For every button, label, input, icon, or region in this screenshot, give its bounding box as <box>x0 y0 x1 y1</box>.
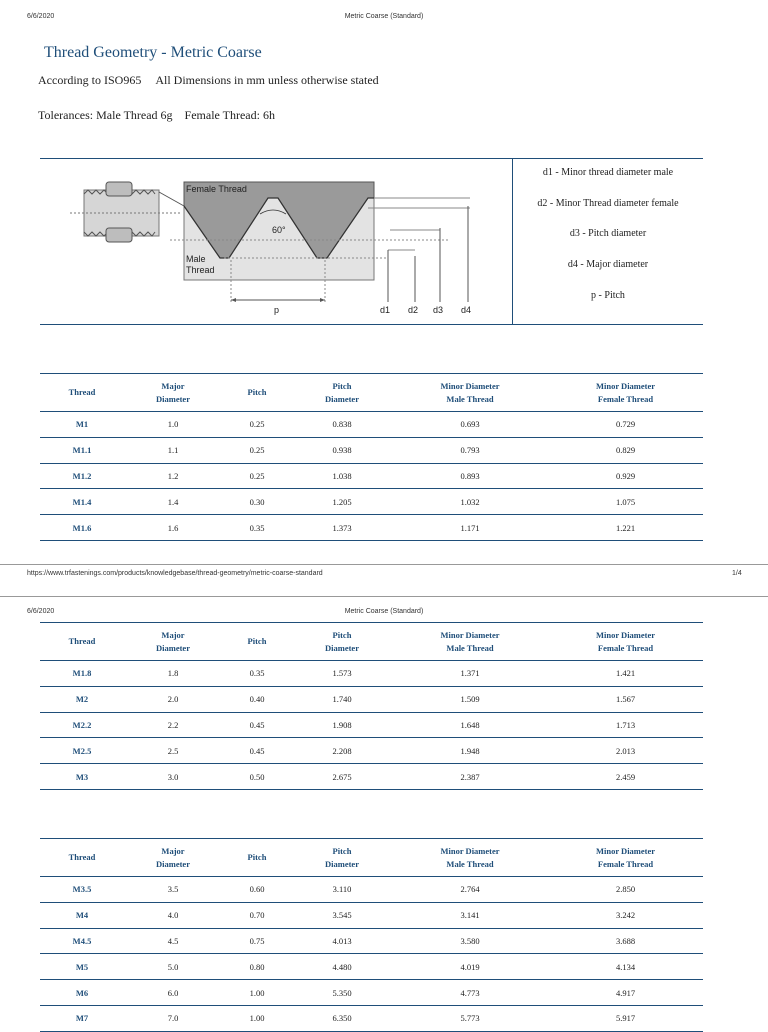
table-row <box>40 877 703 903</box>
value-cell: 0.35 <box>222 515 292 541</box>
value-cell: 3.580 <box>392 928 548 954</box>
thread-diagram <box>70 170 510 320</box>
value-cell: 4.0 <box>124 902 222 928</box>
table-row <box>40 661 703 687</box>
legend-d1: d1 - Minor thread diameter male <box>542 167 674 178</box>
value-cell: 4.019 <box>392 954 548 980</box>
value-cell: 3.0 <box>124 764 222 790</box>
value-cell: 1.032 <box>392 489 548 515</box>
angle-label: 60° <box>272 225 286 235</box>
col-minor-female: Minor Diameter Female Thread <box>548 374 703 412</box>
table-row <box>40 437 703 463</box>
value-cell: 1.171 <box>392 515 548 541</box>
thread-size-cell: M4 <box>40 902 124 928</box>
value-cell: 2.764 <box>392 877 548 903</box>
value-cell: 0.25 <box>222 463 292 489</box>
value-cell: 0.838 <box>292 412 392 438</box>
table-row <box>40 489 703 515</box>
value-cell: 1.908 <box>292 712 392 738</box>
value-cell: 1.648 <box>392 712 548 738</box>
value-cell: 0.80 <box>222 954 292 980</box>
legend-d2: d2 - Minor Thread diameter female <box>537 198 679 209</box>
value-cell: 3.242 <box>548 902 703 928</box>
male-thread-label-1: Male <box>186 254 206 264</box>
thread-size-cell: M1.4 <box>40 489 124 515</box>
value-cell: 2.459 <box>548 764 703 790</box>
value-cell: 0.893 <box>392 463 548 489</box>
col-major-diameter: Major Diameter <box>124 623 222 661</box>
tolerances-text: Tolerances: Male Thread 6g Female Thread: 6h <box>38 108 275 122</box>
value-cell: 1.205 <box>292 489 392 515</box>
value-cell: 5.917 <box>548 1005 703 1031</box>
page-break-line <box>0 596 768 597</box>
thread-size-cell: M1.1 <box>40 437 124 463</box>
value-cell: 0.729 <box>548 412 703 438</box>
page-break-line <box>0 564 768 565</box>
col-minor-male: Minor Diameter Male Thread <box>392 374 548 412</box>
value-cell: 3.110 <box>292 877 392 903</box>
table-row <box>40 902 703 928</box>
page-title: Thread Geometry - Metric Coarse <box>44 44 262 61</box>
col-minor-female: Minor Diameter Female Thread <box>548 839 703 877</box>
female-thread-label: Female Thread <box>186 184 247 194</box>
value-cell: 0.70 <box>222 902 292 928</box>
print-date: 6/6/2020 <box>27 13 55 20</box>
value-cell: 4.480 <box>292 954 392 980</box>
value-cell: 1.2 <box>124 463 222 489</box>
col-major-diameter: Major Diameter <box>124 374 222 412</box>
value-cell: 0.45 <box>222 712 292 738</box>
value-cell: 0.60 <box>222 877 292 903</box>
thread-table-2 <box>40 622 703 790</box>
value-cell: 0.693 <box>392 412 548 438</box>
col-thread: Thread <box>40 623 124 661</box>
thread-size-cell: M5 <box>40 954 124 980</box>
table-row <box>40 1005 703 1031</box>
thread-size-cell: M3 <box>40 764 124 790</box>
value-cell: 6.350 <box>292 1005 392 1031</box>
value-cell: 3.141 <box>392 902 548 928</box>
legend-d3: d3 - Pitch diameter <box>569 228 647 239</box>
d2-label: d2 <box>408 305 419 315</box>
value-cell: 0.793 <box>392 437 548 463</box>
table-header-row <box>40 839 703 877</box>
col-pitch: Pitch <box>222 839 292 877</box>
col-thread: Thread <box>40 374 124 412</box>
value-cell: 6.0 <box>124 980 222 1006</box>
thread-size-cell: M4.5 <box>40 928 124 954</box>
value-cell: 1.038 <box>292 463 392 489</box>
value-cell: 0.35 <box>222 661 292 687</box>
value-cell: 1.8 <box>124 661 222 687</box>
table-row <box>40 412 703 438</box>
table-row <box>40 928 703 954</box>
col-pitch-diameter: Pitch Diameter <box>292 623 392 661</box>
print-date: 6/6/2020 <box>27 608 55 615</box>
standard-line <box>38 73 379 88</box>
value-cell: 5.0 <box>124 954 222 980</box>
table-header-row <box>40 374 703 412</box>
value-cell: 2.013 <box>548 738 703 764</box>
thread-size-cell: M7 <box>40 1005 124 1031</box>
value-cell: 2.675 <box>292 764 392 790</box>
value-cell: 2.5 <box>124 738 222 764</box>
d4-label: d4 <box>461 305 472 315</box>
value-cell: 3.545 <box>292 902 392 928</box>
male-thread-label-2: Thread <box>186 265 215 275</box>
print-title: Metric Coarse (Standard) <box>344 13 424 20</box>
value-cell: 1.567 <box>548 686 703 712</box>
value-cell: 0.50 <box>222 764 292 790</box>
value-cell: 1.075 <box>548 489 703 515</box>
value-cell: 0.25 <box>222 437 292 463</box>
value-cell: 1.6 <box>124 515 222 541</box>
value-cell: 1.573 <box>292 661 392 687</box>
diagram-bottom-rule <box>40 324 703 325</box>
value-cell: 0.40 <box>222 686 292 712</box>
thread-size-cell: M1.2 <box>40 463 124 489</box>
col-minor-female: Minor Diameter Female Thread <box>548 623 703 661</box>
thread-size-cell: M1 <box>40 412 124 438</box>
value-cell: 2.208 <box>292 738 392 764</box>
col-major-diameter: Major Diameter <box>124 839 222 877</box>
value-cell: 2.2 <box>124 712 222 738</box>
value-cell: 2.387 <box>392 764 548 790</box>
value-cell: 0.929 <box>548 463 703 489</box>
footer-url: https://www.trfastenings.com/products/knowledgebase/thread-geometry/metric-coarse-standard <box>27 570 323 577</box>
page-number: 1/4 <box>732 570 742 577</box>
table-row <box>40 463 703 489</box>
value-cell: 0.938 <box>292 437 392 463</box>
table-header-row <box>40 623 703 661</box>
value-cell: 1.00 <box>222 1005 292 1031</box>
table-row <box>40 954 703 980</box>
value-cell: 1.1 <box>124 437 222 463</box>
value-cell: 1.948 <box>392 738 548 764</box>
value-cell: 4.5 <box>124 928 222 954</box>
thread-table-3 <box>40 838 703 1032</box>
d1-label: d1 <box>380 305 391 315</box>
value-cell: 1.373 <box>292 515 392 541</box>
col-thread: Thread <box>40 839 124 877</box>
table-row <box>40 712 703 738</box>
value-cell: 1.221 <box>548 515 703 541</box>
col-pitch: Pitch <box>222 623 292 661</box>
thread-size-cell: M1.6 <box>40 515 124 541</box>
value-cell: 1.740 <box>292 686 392 712</box>
d3-label: d3 <box>433 305 444 315</box>
table-row <box>40 764 703 790</box>
value-cell: 0.30 <box>222 489 292 515</box>
value-cell: 1.421 <box>548 661 703 687</box>
thread-size-cell: M2.2 <box>40 712 124 738</box>
thread-table-1 <box>40 373 703 541</box>
value-cell: 3.688 <box>548 928 703 954</box>
value-cell: 0.75 <box>222 928 292 954</box>
thread-size-cell: M1.8 <box>40 661 124 687</box>
table-row <box>40 738 703 764</box>
thread-size-cell: M2 <box>40 686 124 712</box>
col-pitch: Pitch <box>222 374 292 412</box>
value-cell: 4.134 <box>548 954 703 980</box>
pitch-label: p <box>274 305 280 315</box>
col-minor-male: Minor Diameter Male Thread <box>392 623 548 661</box>
dimension-legend <box>512 158 703 324</box>
value-cell: 1.509 <box>392 686 548 712</box>
table-row <box>40 686 703 712</box>
table-row <box>40 515 703 541</box>
value-cell: 1.00 <box>222 980 292 1006</box>
thread-size-cell: M3.5 <box>40 877 124 903</box>
value-cell: 7.0 <box>124 1005 222 1031</box>
legend-p: p - Pitch <box>591 290 625 301</box>
legend-d4: d4 - Major diameter <box>567 259 649 270</box>
value-cell: 4.013 <box>292 928 392 954</box>
value-cell: 2.0 <box>124 686 222 712</box>
value-cell: 1.4 <box>124 489 222 515</box>
value-cell: 2.850 <box>548 877 703 903</box>
bolt-icon <box>70 182 180 242</box>
value-cell: 0.45 <box>222 738 292 764</box>
value-cell: 1.713 <box>548 712 703 738</box>
value-cell: 4.773 <box>392 980 548 1006</box>
dimensions-text: All Dimensions in mm unless otherwise stated <box>155 73 379 87</box>
value-cell: 4.917 <box>548 980 703 1006</box>
col-pitch-diameter: Pitch Diameter <box>292 839 392 877</box>
col-minor-male: Minor Diameter Male Thread <box>392 839 548 877</box>
according-text: According to ISO965 <box>38 73 142 87</box>
thread-size-cell: M2.5 <box>40 738 124 764</box>
value-cell: 0.829 <box>548 437 703 463</box>
value-cell: 5.350 <box>292 980 392 1006</box>
value-cell: 0.25 <box>222 412 292 438</box>
thread-size-cell: M6 <box>40 980 124 1006</box>
value-cell: 1.0 <box>124 412 222 438</box>
value-cell: 3.5 <box>124 877 222 903</box>
value-cell: 5.773 <box>392 1005 548 1031</box>
table-row <box>40 980 703 1006</box>
print-title: Metric Coarse (Standard) <box>344 608 424 615</box>
value-cell: 1.371 <box>392 661 548 687</box>
col-pitch-diameter: Pitch Diameter <box>292 374 392 412</box>
